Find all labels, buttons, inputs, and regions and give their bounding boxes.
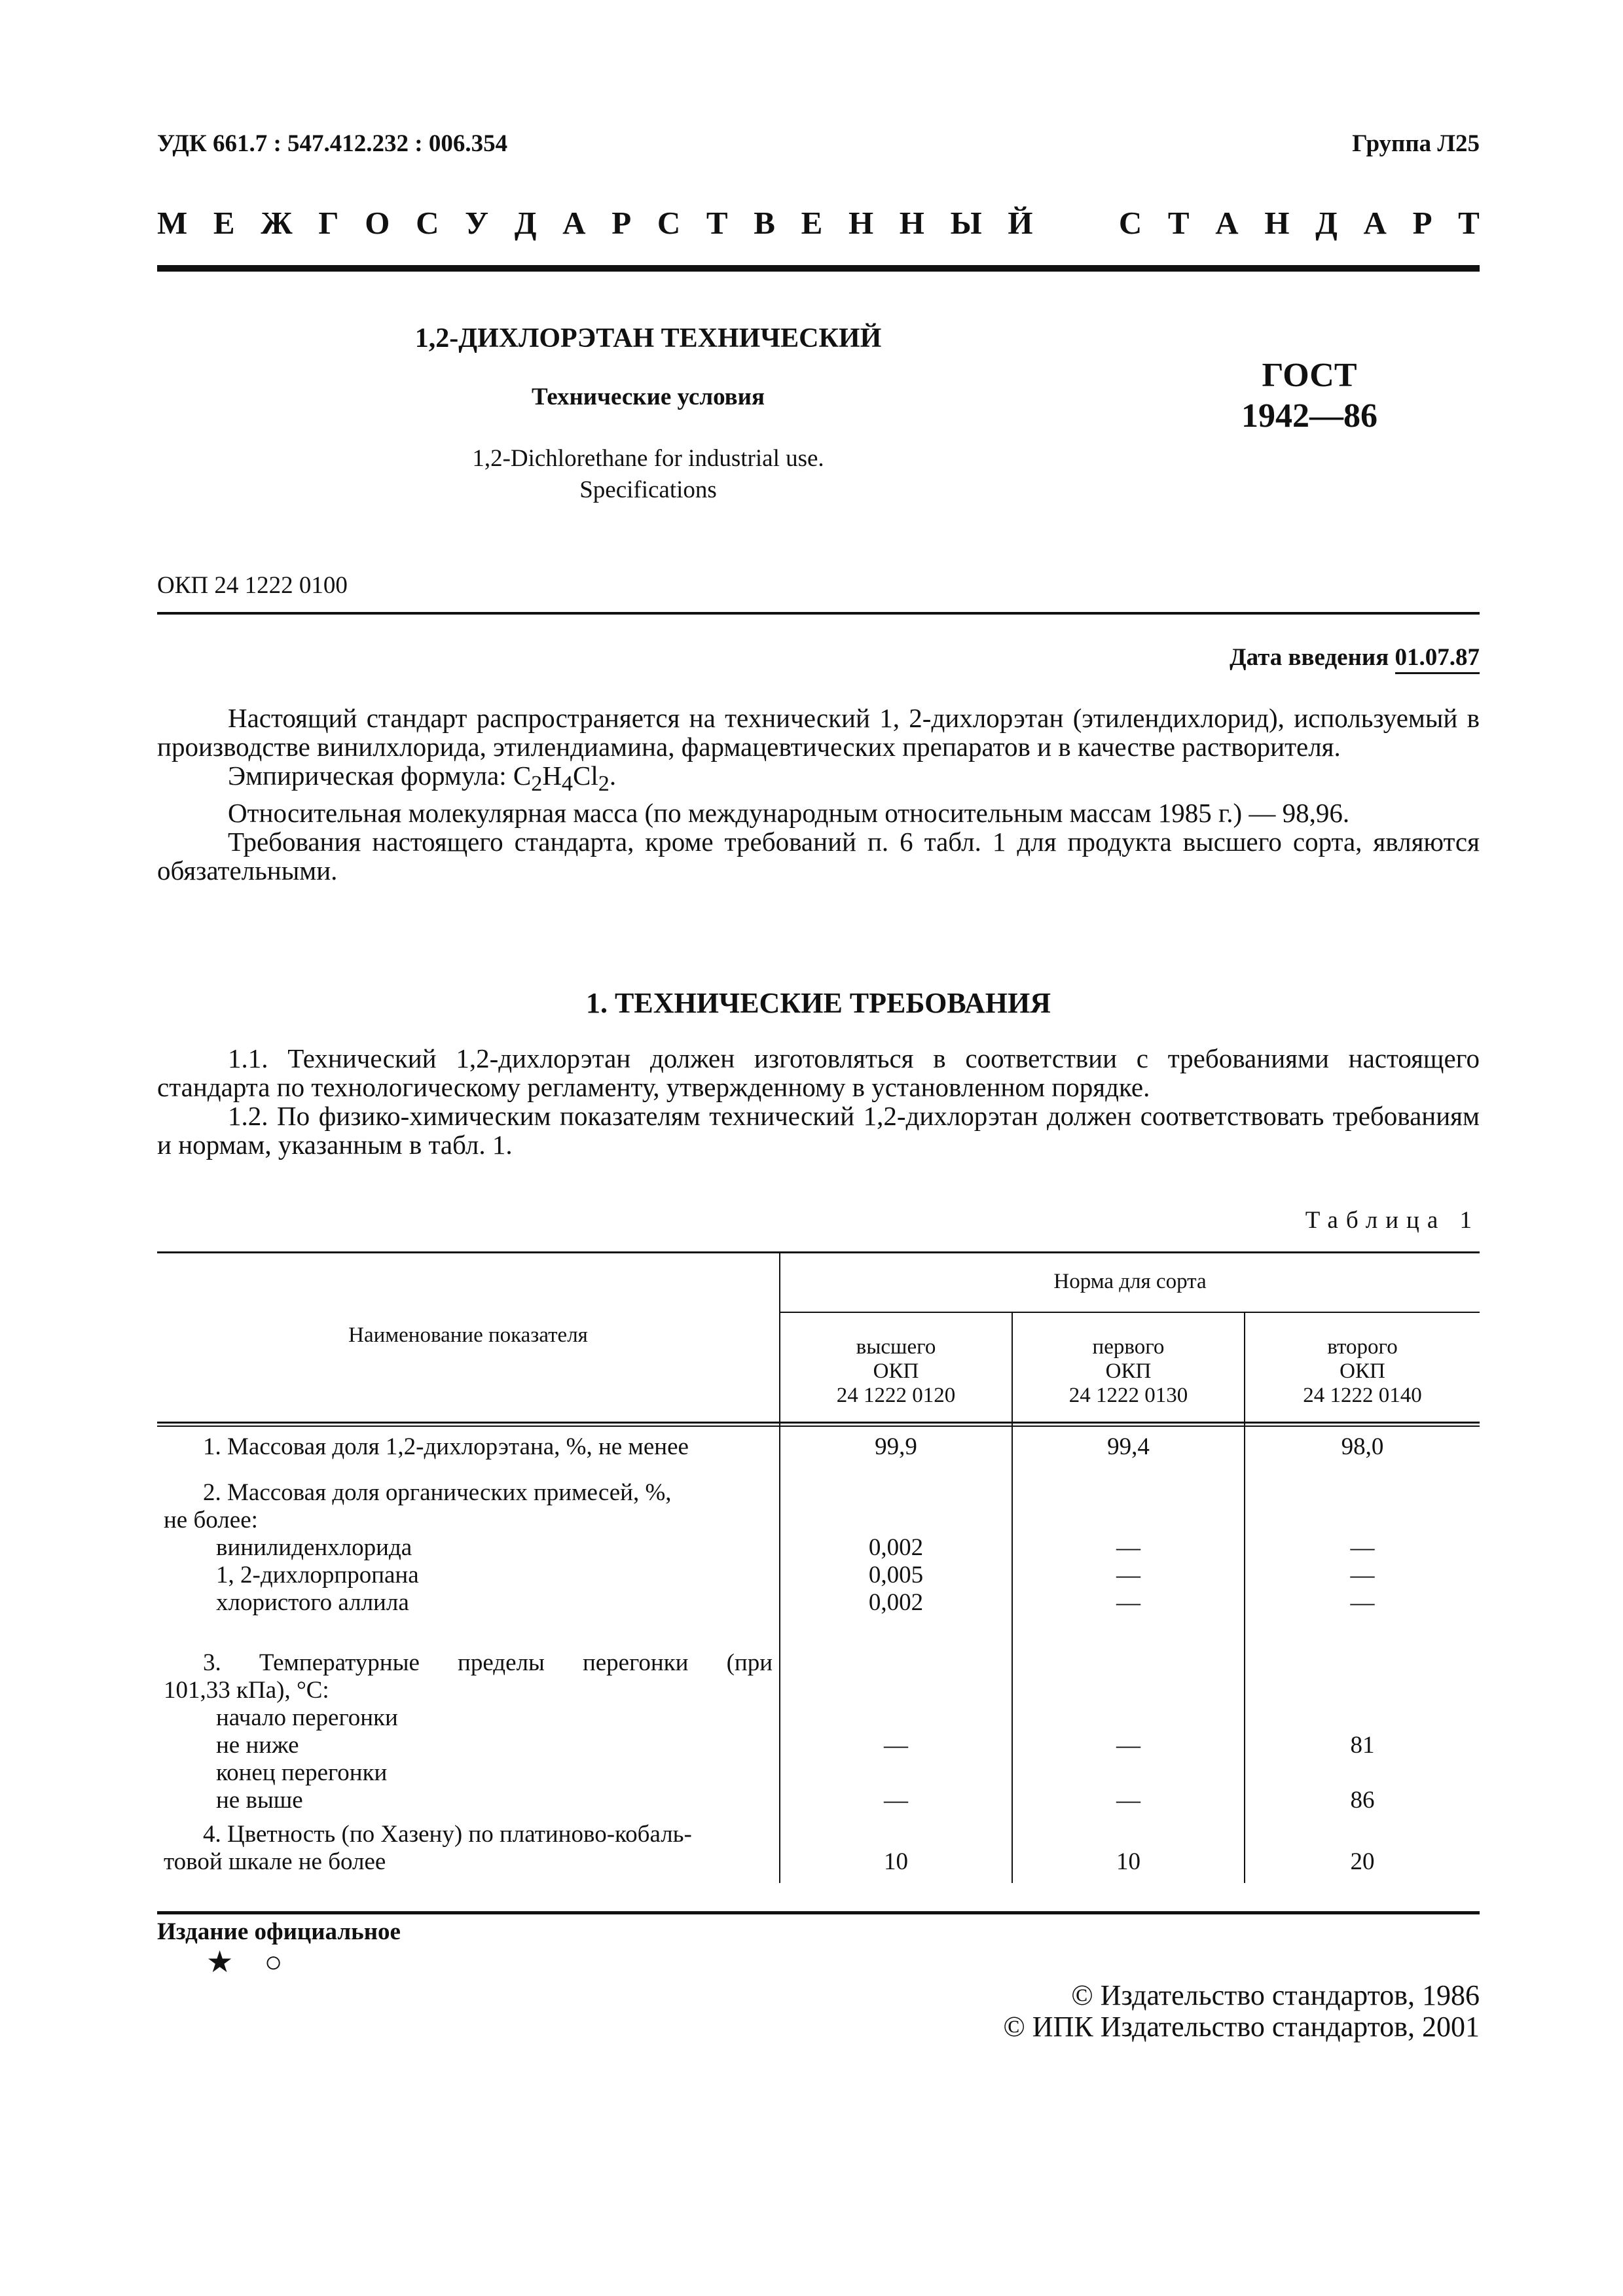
table-caption: Таблица 1 [1305,1207,1480,1234]
intro-paragraph: Настоящий стандарт распространяется на технический 1, 2-дихлорэтан (этилендихлорид), используемый в производстве винилхлорида, этилендиамина, фармацевтических препаратов и в качестве растворителя. [157,703,1480,762]
banner-letter: В [754,205,775,241]
grade-name: первого [1092,1335,1165,1359]
formula-paragraph [157,761,1480,798]
document-subtitle: Технические условия [532,384,765,410]
row-3-label-line2: 101,33 кПа), °С: [164,1677,329,1704]
row-4-label-line1: 4. Цветность (по Хазену) по платиново-кобаль- [203,1821,692,1848]
row-2-sub-label: 1, 2-дихлорпропана [216,1562,419,1588]
row-3-label [164,1649,773,1814]
english-title [354,443,943,506]
banner-letter: Ж [261,205,293,241]
header-rule [157,265,1480,272]
grade-header-first [1013,1335,1244,1408]
row-4-label-line2: товой шкале не более [164,1848,386,1875]
row-1-value: 99,4 [1107,1433,1150,1460]
row-3-value: — [1116,1732,1140,1759]
grade-code: 24 1222 0140 [1303,1384,1422,1407]
effective-date-value: 01.07.87 [1395,644,1480,674]
mandatory-paragraph: Требования настоящего стандарта, кроме требований п. 6 табл. 1 для продукта высшего сорта, являются обязательными. [157,827,1480,886]
effective-date-label: Дата введения [1230,644,1389,671]
row-3-sub-label: не выше [216,1787,303,1814]
banner-letter: Е [801,205,823,241]
banner-letter: Н [899,205,924,241]
banner-letter: Р [1412,205,1432,241]
english-title-line2: Specifications [579,476,717,503]
row-3-value: 86 [1350,1787,1375,1814]
row-2-value: 0,002 [868,1589,924,1616]
clause-1-1: 1.1. Технический 1,2-дихлорэтан должен изготовляться в соответствии с требованиями настоящего стандарта по технологическому регламенту, утвержденному в установленном порядке. [157,1043,1480,1102]
specifications-table [157,1251,1480,1883]
okp-rule [157,612,1480,615]
row-2-value: — [1350,1534,1375,1561]
intro-section [157,704,1480,885]
formula-subscript: 2 [598,772,610,797]
banner-letter: Н [848,205,874,241]
banner-letter: Е [213,205,235,241]
formula-subscript: 4 [561,772,573,797]
table-top-rule [157,1251,1480,1253]
banner-letter: Т [1458,205,1480,241]
row-2-value: 0,002 [868,1534,924,1561]
row-2-label-line2: не более: [164,1507,258,1534]
banner-letter: Д [514,205,537,241]
grade-okp: ОКП [1340,1359,1385,1383]
grade-header-second [1245,1335,1480,1408]
gost-number: 1942—86 [1241,397,1377,435]
banner-letter: О [365,205,390,241]
okp-code: ОКП 24 1222 0100 [157,572,348,599]
requirements-section [157,1044,1480,1159]
row-4-value: 10 [1116,1848,1140,1875]
banner-letter: А [1215,205,1239,241]
banner-letter: Ы [950,205,982,241]
edition-label: Издание официальное [157,1918,401,1945]
banner-letter: Г [318,205,339,241]
row-2-values-second [1245,1534,1480,1617]
banner-letter: У [465,205,489,241]
row-2-sub-label: винилиденхлорида [216,1534,412,1561]
row-4-value: 10 [884,1848,908,1875]
group-code: Группа Л25 [1352,130,1480,157]
formula-part: H [542,761,562,791]
gost-label: ГОСТ [1262,357,1357,394]
udk-code: УДК 661.7 : 547.412.232 : 006.354 [157,130,508,157]
formula-part: C [513,761,532,791]
row-3-value: 81 [1350,1732,1375,1759]
effective-date [1230,643,1480,672]
row-2-values-first [1013,1534,1244,1617]
row-3-sub-label: начало перегонки [216,1704,398,1731]
row-1-label: 1. Массовая доля 1,2-дихлорэтана, %, не менее [203,1433,689,1460]
row-4-value: 20 [1350,1848,1375,1875]
row-4-label [164,1821,773,1876]
grade-name: высшего [856,1335,936,1359]
english-title-line1: 1,2-Dichlorethane for industrial use. [472,445,824,472]
copyright-line1: © Издательство стандартов, 1986 [1071,1979,1480,2011]
banner-letter: А [1363,205,1387,241]
row-2-value: 0,005 [868,1562,924,1588]
copyright-line2: © ИПК Издательство стандартов, 2001 [1003,2011,1480,2043]
column-group-header: Норма для сорта [1053,1270,1207,1293]
grade-okp: ОКП [873,1359,919,1383]
footer-rule [157,1911,1480,1914]
row-2-value: — [1350,1589,1375,1616]
formula-subscript: 2 [531,772,543,797]
grade-code: 24 1222 0120 [836,1384,956,1407]
banner-letter: М [157,205,188,241]
banner-letter: Т [706,205,728,241]
column-header-indicator: Наименование показателя [348,1323,588,1347]
grade-header-highest [780,1335,1012,1408]
banner-letter: Т [1167,205,1190,241]
row-2-label [164,1479,773,1617]
row-2-values-highest [780,1534,1012,1617]
row-2-label-line1: 2. Массовая доля органических примесей, %, [203,1479,672,1506]
banner-letter: С [1118,205,1142,241]
molar-mass-paragraph: Относительная молекулярная масса (по международным относительным массам 1985 г.) — 98,96. [228,798,1350,829]
row-3-value: — [884,1787,908,1814]
banner-letter: Й [1008,205,1033,241]
row-3-value: — [1116,1787,1140,1814]
formula-part: Cl [573,761,598,791]
banner-letter: А [562,205,586,241]
row-3-value: — [884,1732,908,1759]
row-2-value: — [1350,1562,1375,1588]
formula-part: . [609,761,617,791]
banner-letter: Д [1315,205,1338,241]
row-3-label-line1: 3. Температурные пределы перегонки (при [203,1649,773,1676]
row-3-sub-label: конец перегонки [216,1759,388,1786]
table-group-rule [779,1312,1480,1313]
row-1-value: 99,9 [875,1433,917,1460]
row-2-value: — [1116,1562,1140,1588]
banner-letter: Р [611,205,632,241]
gost-designation [1178,355,1440,437]
banner-letter: Н [1264,205,1290,241]
table-header-rule [157,1422,1480,1424]
grade-name: второго [1327,1335,1398,1359]
row-2-value: — [1116,1534,1140,1561]
grade-code: 24 1222 0130 [1068,1384,1188,1407]
copyright-block [1003,1980,1480,2043]
star-circle-marks: ★ ○ [206,1945,295,1979]
formula-label: Эмпирическая формула: [228,761,513,791]
grade-okp: ОКП [1105,1359,1152,1383]
document-title: 1,2-ДИХЛОРЭТАН ТЕХНИЧЕСКИЙ [414,323,882,353]
table-header-rule-2 [157,1426,1480,1427]
banner-letter: С [657,205,681,241]
row-1-value: 98,0 [1341,1433,1384,1460]
banner-gap [1059,204,1093,242]
row-2-value: — [1116,1589,1140,1616]
standard-banner [157,204,1480,242]
row-2-sub-label: хлористого аллила [216,1589,409,1616]
section-heading: 1. ТЕХНИЧЕСКИЕ ТРЕБОВАНИЯ [586,987,1051,1019]
banner-letter: С [416,205,439,241]
row-3-sub-label: не ниже [216,1732,299,1759]
clause-1-2: 1.2. По физико-химическим показателям технический 1,2-дихлорэтан должен соответствовать требованиям и нормам, указанным в табл. 1. [157,1101,1480,1160]
